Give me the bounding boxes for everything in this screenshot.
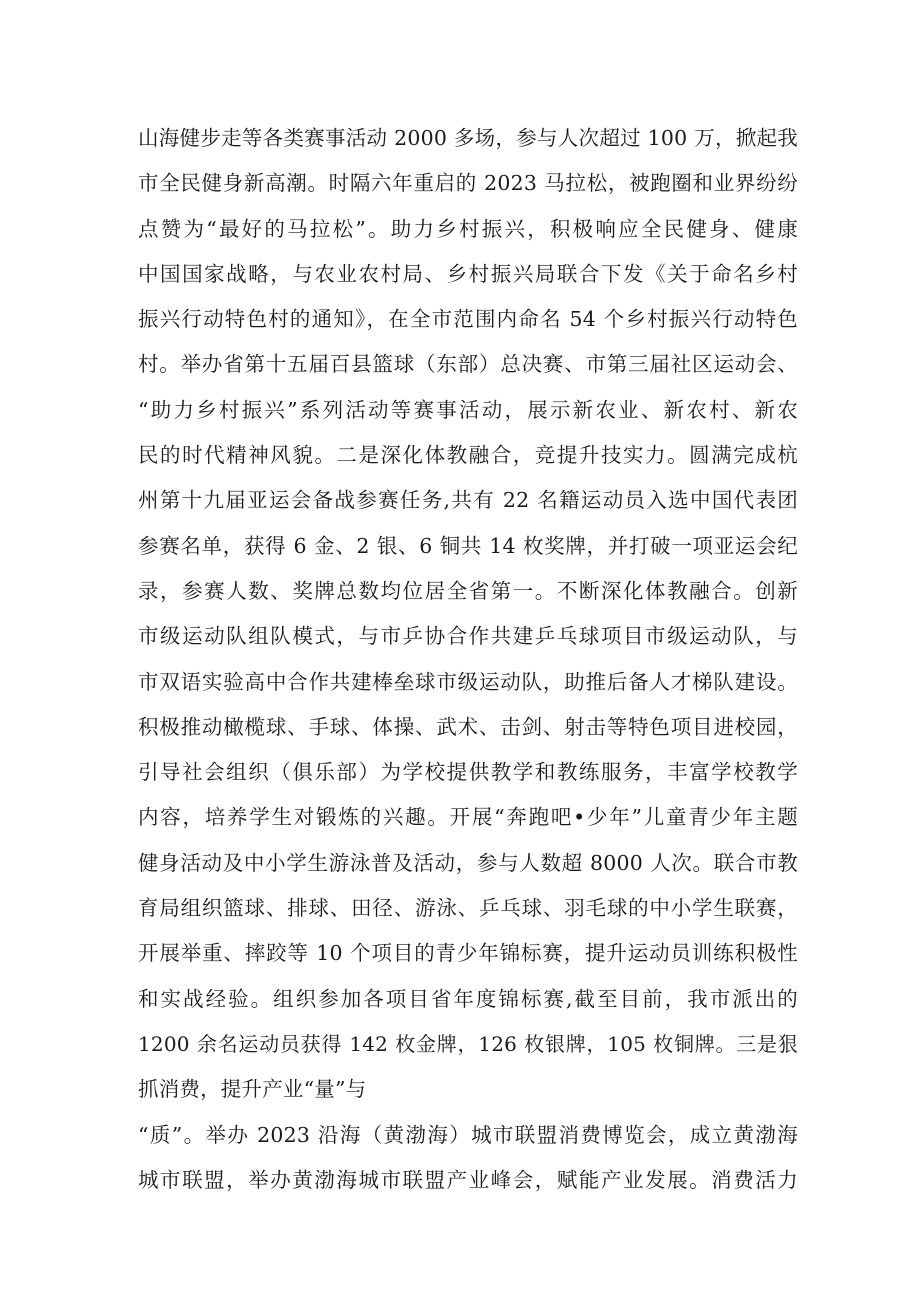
text-line-15: 引导社会组织（俱乐部）为学校提供教学和教练服务，丰富学校教学 (138, 760, 798, 785)
text-line-10: 参赛名单，获得 6 金、2 银、6 铜共 14 枚奖牌，并打破一项亚运会纪 (138, 533, 798, 558)
text-line-22: 抓消费，提升产业“量”与 (138, 1077, 367, 1102)
text-line-13: 市双语实验高中合作共建棒垒球市级运动队，助推后备人才梯队建设。 (138, 669, 798, 694)
text-line-12: 市级运动队组队模式，与市乒协合作共建乒乓球项目市级运动队，与 (138, 624, 798, 649)
text-line-8: 民的时代精神风貌。二是深化体教融合，竞提升技实力。圆满完成杭 (138, 443, 798, 468)
text-line-20: 和实战经验。组织参加各项目省年度锦标赛,截至目前，我市派出的 (138, 986, 798, 1011)
text-line-1: 山海健步走等各类赛事活动 2000 多场，参与人次超过 100 万，掀起我 (138, 126, 798, 150)
text-line-18: 育局组织篮球、排球、田径、游泳、乒乓球、羽毛球的中小学生联赛， (138, 896, 798, 921)
text-line-21: 1200 余名运动员获得 142 枚金牌，126 枚银牌，105 枚铜牌。三是狠 (138, 1031, 798, 1056)
text-line-3: 点赞为“最好的马拉松”。助力乡村振兴，积极响应全民健身、健康 (138, 216, 798, 241)
text-line-17: 健身活动及中小学生游泳普及活动，参与人数超 8000 人次。联合市教 (138, 850, 798, 875)
text-line-5: 振兴行动特色村的通知》，在全市范围内命名 54 个乡村振兴行动特色 (138, 307, 798, 332)
text-line-7: “助力乡村振兴”系列活动等赛事活动，展示新农业、新农村、新农 (138, 397, 798, 422)
text-line-14: 积极推动橄榄球、手球、体操、武术、击剑、射击等特色项目进校园， (138, 714, 798, 739)
text-line-4: 中国国家战略，与农业农村局、乡村振兴局联合下发《关于命名乡村 (138, 261, 798, 286)
text-line-24: 城市联盟，举办黄渤海城市联盟产业峰会，赋能产业发展。消费活力 (138, 1167, 798, 1192)
text-line-11: 录，参赛人数、奖牌总数均位居全省第一。不断深化体教融合。创新 (138, 578, 798, 603)
text-line-2: 市全民健身新高潮。时隔六年重启的 2023 马拉松，被跑圈和业界纷纷 (138, 171, 798, 196)
text-line-16: 内容，培养学生对锻炼的兴趣。开展“奔跑吧•少年”儿童青少年主题 (138, 805, 798, 830)
text-line-9: 州第十九届亚运会备战参赛任务,共有 22 名籍运动员入选中国代表团 (138, 488, 798, 513)
text-line-6: 村。举办省第十五届百县篮球（东部）总决赛、市第三届社区运动会、 (138, 352, 798, 377)
text-line-19: 开展举重、摔跤等 10 个项目的青少年锦标赛，提升运动员训练积极性 (138, 941, 798, 966)
text-line-23: “质”。举办 2023 沿海（黄渤海）城市联盟消费博览会，成立黄渤海 (138, 1122, 798, 1147)
body-text (138, 116, 798, 1203)
